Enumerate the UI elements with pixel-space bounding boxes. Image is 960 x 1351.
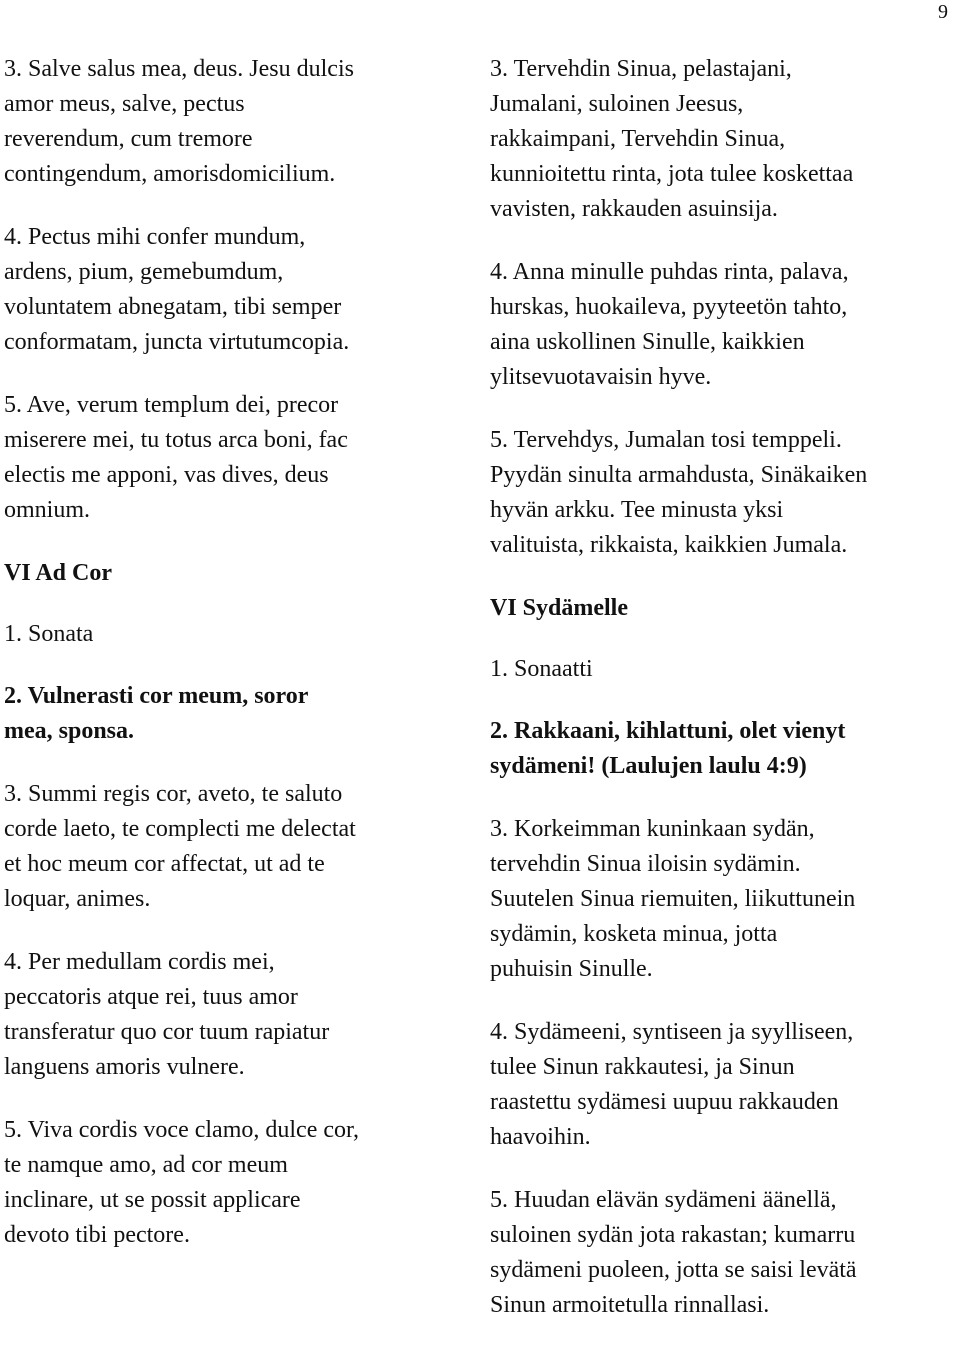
finnish-verse-4: 4. Anna minulle puhdas rinta, palava, hurskas, huokaileva, pyyteetön tahto, aina uskollinen Sinulle, kaikkien ylitsevuotavaisin hyve. bbox=[490, 259, 849, 390]
latin-sonata-label: 1. Sonata bbox=[4, 621, 94, 647]
finnish-verse-5: 5. Tervehdys, Jumalan tosi temppeli. Pyydän sinulta armahdusta, Sinäkaiken hyvän arkku. Tee minusta yksi valituista, rikkaista, kaikkien Jumala. bbox=[490, 427, 868, 558]
latin-verse-3: 3. Salve salus mea, deus. Jesu dulcis amor meus, salve, pectus reverendum, cum tremore contingendum, amorisdomicilium. bbox=[4, 56, 354, 187]
latin-cor-verse-4: 4. Per medullam cordis mei, peccatoris atque rei, tuus amor transferatur quo cor tuum rapiatur languens amoris vulnere. bbox=[4, 949, 330, 1080]
finnish-section-heading: VI Sydämelle bbox=[490, 595, 628, 621]
latin-verse-4: 4. Pectus mihi confer mundum, ardens, pium, gemebumdum, voluntatem abnegatam, tibi semper conformatam, juncta virtutumcopia. bbox=[4, 224, 350, 355]
finnish-verse-3: 3. Tervehdin Sinua, pelastajani, Jumalani, suloinen Jeesus, rakkaimpani, Tervehdin Sinua, kunnioitettu rinta, jota tulee koskettaa vavisten, rakkauden asuinsija. bbox=[490, 56, 854, 222]
latin-column bbox=[4, 52, 474, 1281]
finnish-verse-2-bold: 2. Rakkaani, kihlattuni, olet vienyt sydämeni! (Laulujen laulu 4:9) bbox=[490, 718, 846, 779]
finnish-cor-verse-5: 5. Huudan elävän sydämeni äänellä, suloinen sydän jota rakastan; kumarru sydämeni puoleen, jotta se saisi levätä Sinun armoitetulla rinnallasi. bbox=[490, 1187, 857, 1318]
latin-section-heading: VI Ad Cor bbox=[4, 560, 113, 586]
finnish-sonata-label: 1. Sonaatti bbox=[490, 656, 593, 682]
latin-cor-verse-3: 3. Summi regis cor, aveto, te saluto corde laeto, te complecti me delectat et hoc meum cor affectat, ut ad te loquar, animes. bbox=[4, 781, 356, 912]
latin-cor-verse-5: 5. Viva cordis voce clamo, dulce cor, te namque amo, ad cor meum inclinare, ut se possit applicare devoto tibi pectore. bbox=[4, 1117, 360, 1248]
page-number: 9 bbox=[938, 1, 948, 23]
latin-verse-5: 5. Ave, verum templum dei, precor miserere mei, tu totus arca boni, fac electis me apponi, vas dives, deus omnium. bbox=[4, 392, 348, 523]
latin-verse-2-bold: 2. Vulnerasti cor meum, soror mea, sponsa. bbox=[4, 683, 309, 744]
finnish-cor-verse-3: 3. Korkeimman kuninkaan sydän, tervehdin Sinua iloisin sydämin. Suutelen Sinua riemuiten, liikuttunein sydämin, kosketa minua, jotta puhuisin Sinulle. bbox=[490, 816, 856, 982]
finnish-column bbox=[490, 52, 960, 1351]
finnish-cor-verse-4: 4. Sydämeeni, syntiseen ja syylliseen, tulee Sinun rakkautesi, ja Sinun raastettu sydämesi uupuu rakkauden haavoihin. bbox=[490, 1019, 854, 1150]
